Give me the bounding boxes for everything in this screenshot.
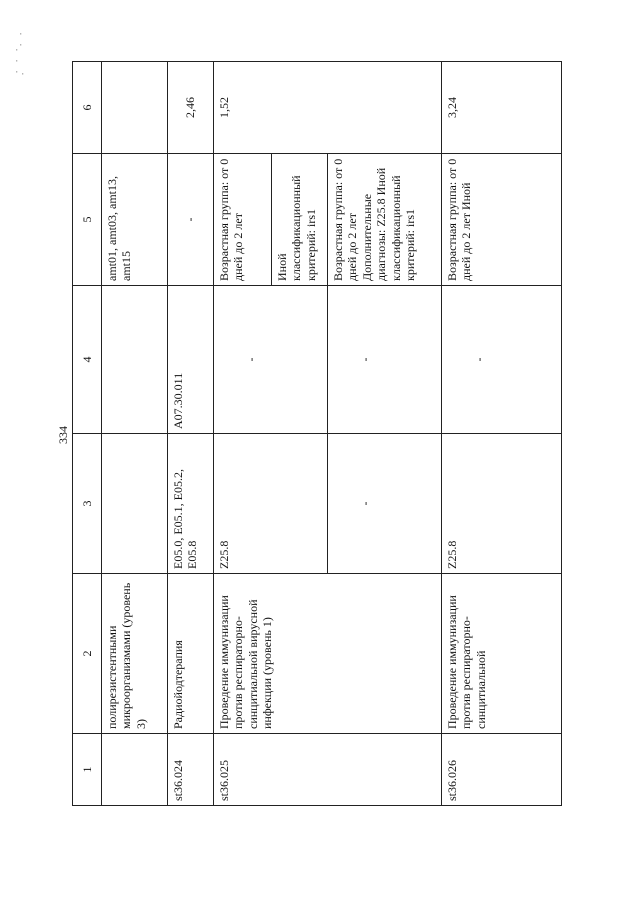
code-cell: st36.025 xyxy=(214,734,442,806)
service-cell: - xyxy=(442,286,562,434)
service-cell: A07.30.011 xyxy=(168,286,214,434)
tariff-table xyxy=(72,61,562,806)
header-row xyxy=(73,62,102,806)
table-row xyxy=(442,62,562,806)
header-cell: 2 xyxy=(73,574,102,734)
header-cell: 6 xyxy=(73,62,102,154)
diagnosis-cell xyxy=(102,434,168,574)
margin-mark: · · · xyxy=(14,46,20,78)
criteria-cell: amt01, amt03, amt13, amt15 xyxy=(102,154,168,286)
diagnosis-cell: - xyxy=(328,434,442,574)
header-cell: 4 xyxy=(73,286,102,434)
service-cell xyxy=(102,286,168,434)
name-cell: Проведение иммунизации против респираторно-синцитиальной xyxy=(442,574,562,734)
coefficient-cell: 1,52 xyxy=(214,62,442,154)
rotated-table-container xyxy=(72,62,558,806)
service-cell: - xyxy=(214,286,328,434)
criteria-cell: Возрастная группа: от 0 дней до 2 лет Дополнительные диагнозы: Z25.8 Иной классификационный критерий: irs1 xyxy=(328,154,442,286)
code-cell xyxy=(102,734,168,806)
header-cell: 5 xyxy=(73,154,102,286)
coefficient-cell xyxy=(102,62,168,154)
service-cell: - xyxy=(328,286,442,434)
criteria-cell: Иной классификационный критерий: irs1 xyxy=(272,154,328,286)
name-cell: полирезистентными микроорганизмами (уровень 3) xyxy=(102,574,168,734)
table-row xyxy=(214,62,272,806)
table-row xyxy=(168,62,214,806)
code-cell: st36.026 xyxy=(442,734,562,806)
name-cell: Проведение иммунизации против респираторно-синцитиальной вирусной инфекции (уровень 1) xyxy=(214,574,442,734)
coefficient-cell: 2,46 xyxy=(168,62,214,154)
table-row xyxy=(102,62,168,806)
diagnosis-cell: Z25.8 xyxy=(442,434,562,574)
page-number: 334 xyxy=(56,426,70,444)
margin-mark: · · xyxy=(18,30,24,51)
diagnosis-cell: Z25.8 xyxy=(214,434,328,574)
criteria-cell: Возрастная группа: от 0 дней до 2 лет Иной xyxy=(442,154,562,286)
header-cell: 3 xyxy=(73,434,102,574)
criteria-cell: Возрастная группа: от 0 дней до 2 лет xyxy=(214,154,272,286)
coefficient-cell: 3,24 xyxy=(442,62,562,154)
diagnosis-cell: E05.0, E05.1, E05.2, E05.8 xyxy=(168,434,214,574)
name-cell: Радиойодтерапия xyxy=(168,574,214,734)
criteria-cell: - xyxy=(168,154,214,286)
header-cell: 1 xyxy=(73,734,102,806)
code-cell: st36.024 xyxy=(168,734,214,806)
margin-mark: · xyxy=(20,70,26,80)
